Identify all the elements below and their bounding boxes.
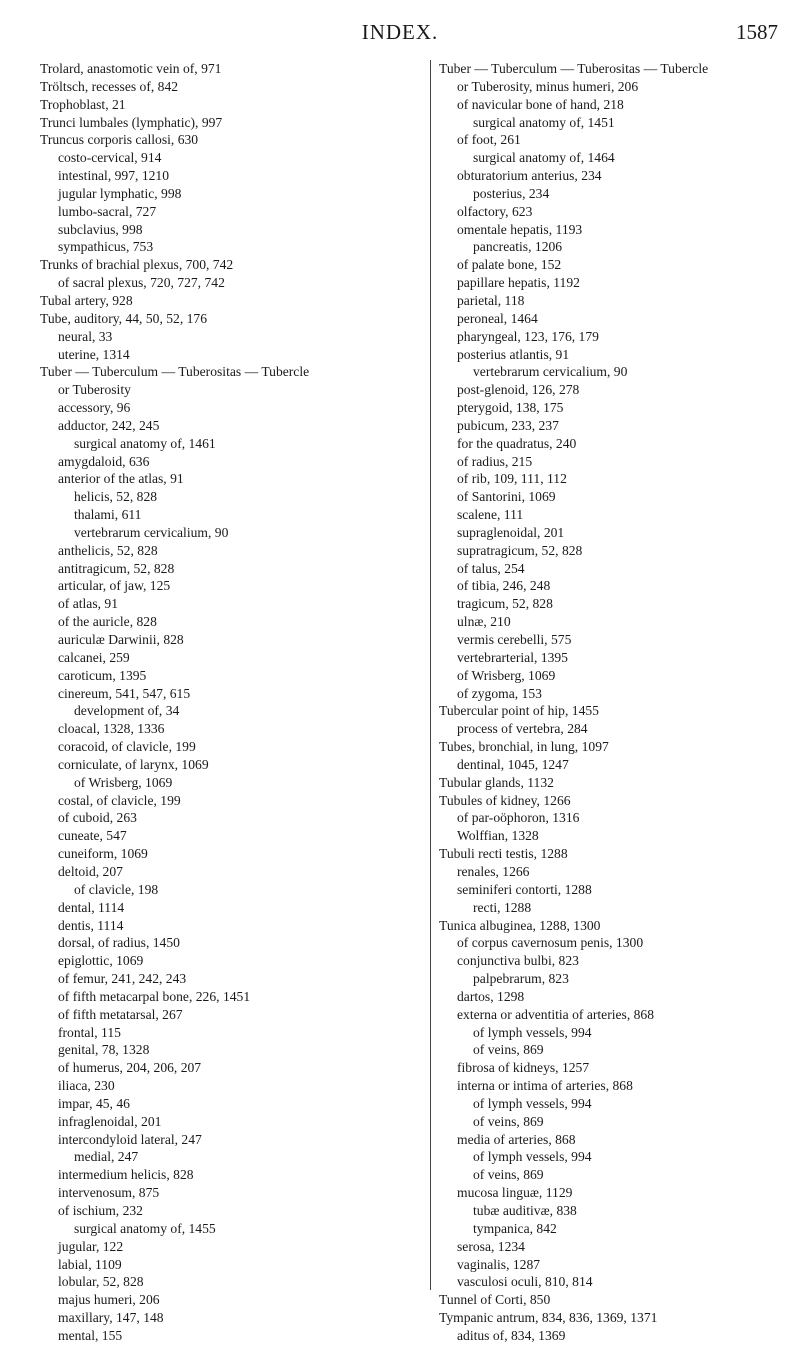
index-subentry: amygdaloid, 636: [58, 453, 150, 469]
index-subentry: cinereum, 541, 547, 615: [58, 685, 191, 701]
index-subentry: of corpus cavernosum penis, 1300: [457, 935, 644, 951]
index-subentry: of veins, 869: [473, 1167, 544, 1183]
index-entry: Tubal artery, 928: [40, 292, 133, 308]
index-subentry: supratragicum, 52, 828: [457, 542, 583, 558]
index-subentry: tragicum, 52, 828: [457, 596, 553, 612]
index-entry: Tuber — Tuberculum — Tuberositas — Tubercle: [40, 364, 310, 380]
index-subentry: for the quadratus, 240: [457, 435, 577, 451]
index-subentry: corniculate, of larynx, 1069: [58, 756, 209, 772]
index-subentry: of palate bone, 152: [457, 257, 562, 273]
index-subentry: peroneal, 1464: [457, 310, 538, 326]
index-subentry: intermedium helicis, 828: [58, 1167, 194, 1183]
index-subentry: seminiferi contorti, 1288: [457, 881, 592, 897]
index-subentry: media of arteries, 868: [457, 1131, 576, 1147]
index-subentry: maxillary, 147, 148: [58, 1310, 164, 1326]
index-subentry: posterius atlantis, 91: [457, 346, 570, 362]
index-subentry: process of vertebra, 284: [457, 721, 588, 737]
index-subentry: obturatorium anterius, 234: [457, 168, 602, 184]
index-subentry: of sacral plexus, 720, 727, 742: [58, 275, 225, 291]
index-subentry: of Santorini, 1069: [457, 489, 556, 505]
index-subentry: of foot, 261: [457, 132, 521, 148]
index-subentry: of fifth metacarpal bone, 226, 1451: [58, 988, 251, 1004]
index-entry: Tube, auditory, 44, 50, 52, 176: [40, 310, 208, 326]
index-entry: Tubular glands, 1132: [439, 774, 554, 790]
index-subentry: of humerus, 204, 206, 207: [58, 1060, 202, 1076]
index-subentry: conjunctiva bulbi, 823: [457, 953, 579, 969]
index-subentry: of Wrisberg, 1069: [457, 667, 556, 683]
index-subentry: impar, 45, 46: [58, 1095, 130, 1111]
index-entry: Trophoblast, 21: [40, 96, 126, 112]
index-subentry: vertebrarterial, 1395: [457, 649, 568, 665]
index-entry: Tubules of kidney, 1266: [439, 792, 571, 808]
index-subentry: infraglenoidal, 201: [58, 1113, 162, 1129]
index-subentry: vertebrarum cervicalium, 90: [473, 364, 628, 380]
index-subentry: jugular, 122: [58, 1238, 124, 1254]
index-subentry: interna or intima of arteries, 868: [457, 1078, 633, 1094]
index-entry: Tubuli recti testis, 1288: [439, 846, 568, 862]
index-subentry: olfactory, 623: [457, 203, 533, 219]
index-entry: Tröltsch, recesses of, 842: [40, 78, 179, 94]
index-subentry: surgical anatomy of, 1461: [74, 435, 216, 451]
index-subentry: papillare hepatis, 1192: [457, 275, 580, 291]
index-subentry: or Tuberosity, minus humeri, 206: [457, 78, 639, 94]
index-subentry: of lymph vessels, 994: [473, 1024, 592, 1040]
index-subentry: Wolffian, 1328: [457, 828, 539, 844]
index-subentry: lobular, 52, 828: [58, 1274, 144, 1290]
index-subentry: dartos, 1298: [457, 988, 525, 1004]
index-subentry: externa or adventitia of arteries, 868: [457, 1006, 655, 1022]
index-subentry: of lymph vessels, 994: [473, 1095, 592, 1111]
index-subentry: sympathicus, 753: [58, 239, 154, 255]
index-subentry: of rib, 109, 111, 112: [457, 471, 567, 487]
index-subentry: serosa, 1234: [457, 1238, 525, 1254]
index-subentry: majus humeri, 206: [58, 1292, 160, 1308]
page-title: INDEX.: [361, 20, 439, 44]
index-subentry: tympanica, 842: [473, 1220, 557, 1236]
index-entry: Tunnel of Corti, 850: [439, 1292, 551, 1308]
index-subentry: of tibia, 246, 248: [457, 578, 551, 594]
page-header: [0, 18, 800, 48]
index-subentry: medial, 247: [74, 1149, 139, 1165]
index-subentry: calcanei, 259: [58, 649, 130, 665]
index-column-left: [40, 60, 400, 1345]
index-subentry: intervenosum, 875: [58, 1185, 160, 1201]
index-subentry: of radius, 215: [457, 453, 533, 469]
index-entry: Tympanic antrum, 834, 836, 1369, 1371: [439, 1310, 658, 1326]
index-subentry: surgical anatomy of, 1464: [473, 150, 615, 166]
index-subentry: surgical anatomy of, 1451: [473, 114, 615, 130]
index-subentry: vermis cerebelli, 575: [457, 632, 572, 647]
index-subentry: adductor, 242, 245: [58, 417, 160, 433]
index-subentry: mucosa linguæ, 1129: [457, 1185, 573, 1201]
index-entry: Tubes, bronchial, in lung, 1097: [439, 739, 609, 755]
index-subentry: of atlas, 91: [58, 596, 119, 612]
index-subentry: of veins, 869: [473, 1042, 544, 1058]
index-subentry: of ischium, 232: [58, 1203, 143, 1218]
index-subentry: mental, 155: [58, 1327, 123, 1343]
index-subentry: dental, 1114: [58, 899, 125, 915]
index-subentry: of Wrisberg, 1069: [74, 774, 173, 790]
index-subentry: vertebrarum cervicalium, 90: [74, 524, 229, 540]
index-subentry: caroticum, 1395: [58, 667, 147, 683]
index-subentry: of talus, 254: [457, 560, 525, 576]
index-subentry: subclavius, 998: [58, 221, 143, 237]
index-subentry: epiglottic, 1069: [58, 953, 144, 969]
index-subentry: thalami, 611: [74, 507, 142, 523]
index-entry: Tubercular point of hip, 1455: [439, 703, 599, 719]
index-entry: Trunks of brachial plexus, 700, 742: [40, 257, 234, 273]
index-subentry: scalene, 111: [457, 507, 524, 523]
index-subentry: pharyngeal, 123, 176, 179: [457, 328, 599, 344]
index-subentry: omentale hepatis, 1193: [457, 221, 583, 237]
index-subentry: pancreatis, 1206: [473, 239, 563, 255]
index-subentry: post-glenoid, 126, 278: [457, 382, 580, 398]
index-subentry: vaginalis, 1287: [457, 1256, 541, 1272]
index-subentry: pubicum, 233, 237: [457, 417, 559, 433]
index-subentry: anthelicis, 52, 828: [58, 542, 158, 558]
index-column-right: [430, 60, 799, 1343]
index-subentry: cloacal, 1328, 1336: [58, 721, 165, 737]
index-subentry: auriculæ Darwinii, 828: [58, 632, 184, 647]
index-subentry: of navicular bone of hand, 218: [457, 96, 624, 112]
index-subentry: antitragicum, 52, 828: [58, 560, 175, 576]
index-subentry: anterior of the atlas, 91: [58, 471, 184, 487]
index-subentry: iliaca, 230: [58, 1078, 115, 1094]
index-subentry: articular, of jaw, 125: [58, 578, 171, 594]
index-subentry: of par-oöphoron, 1316: [457, 810, 580, 826]
index-subentry: intercondyloid lateral, 247: [58, 1131, 202, 1147]
index-subentry: parietal, 118: [457, 292, 525, 308]
index-subentry: palpebrarum, 823: [473, 971, 569, 987]
index-subentry: surgical anatomy of, 1455: [74, 1220, 216, 1236]
index-subentry: uterine, 1314: [58, 346, 130, 362]
index-subentry: of zygoma, 153: [457, 685, 542, 701]
page-number: 1587: [736, 20, 778, 44]
index-subentry: deltoid, 207: [58, 863, 123, 879]
index-subentry: fibrosa of kidneys, 1257: [457, 1060, 590, 1076]
index-subentry: frontal, 115: [58, 1024, 121, 1040]
index-subentry: jugular lymphatic, 998: [58, 185, 182, 201]
index-subentry: costal, of clavicle, 199: [58, 792, 181, 808]
index-subentry: renales, 1266: [457, 863, 530, 879]
index-subentry: pterygoid, 138, 175: [457, 400, 564, 416]
index-subentry: recti, 1288: [473, 899, 532, 915]
index-subentry: aditus of, 834, 1369: [457, 1327, 566, 1343]
index-subentry: of veins, 869: [473, 1113, 544, 1129]
index-subentry: neural, 33: [58, 328, 113, 344]
index-subentry: of fifth metatarsal, 267: [58, 1006, 183, 1022]
index-subentry: costo-cervical, 914: [58, 150, 162, 166]
index-entry: Trunci lumbales (lymphatic), 997: [40, 114, 223, 130]
index-subentry: posterius, 234: [473, 185, 550, 201]
index-subentry: lumbo-sacral, 727: [58, 203, 157, 219]
index-subentry: development of, 34: [74, 703, 180, 719]
index-subentry: of cuboid, 263: [58, 810, 137, 826]
index-subentry: dentinal, 1045, 1247: [457, 756, 569, 772]
index-subentry: supraglenoidal, 201: [457, 524, 565, 540]
index-entry: Tuber — Tuberculum — Tuberositas — Tubercle: [439, 61, 709, 76]
index-subentry: of clavicle, 198: [74, 881, 159, 897]
index-subentry: of lymph vessels, 994: [473, 1149, 592, 1165]
index-entry: Trolard, anastomotic vein of, 971: [40, 61, 222, 76]
index-subentry: tubæ auditivæ, 838: [473, 1203, 577, 1218]
index-entry: Truncus corporis callosi, 630: [40, 132, 199, 148]
index-subentry: of femur, 241, 242, 243: [58, 971, 187, 987]
index-subentry: intestinal, 997, 1210: [58, 168, 170, 184]
index-subentry: cuneate, 547: [58, 828, 127, 844]
index-subentry: helicis, 52, 828: [74, 489, 158, 505]
index-subentry: ulnæ, 210: [457, 614, 511, 630]
index-subentry: of the auricle, 828: [58, 614, 157, 630]
index-subentry: vasculosi oculi, 810, 814: [457, 1274, 593, 1290]
index-subentry: or Tuberosity: [58, 382, 131, 398]
index-subentry: coracoid, of clavicle, 199: [58, 739, 196, 755]
index-entry: Tunica albuginea, 1288, 1300: [439, 917, 601, 933]
index-subentry: cuneiform, 1069: [58, 846, 148, 862]
index-subentry: labial, 1109: [58, 1256, 122, 1272]
index-subentry: accessory, 96: [58, 400, 131, 416]
index-subentry: dorsal, of radius, 1450: [58, 935, 180, 951]
index-subentry: genital, 78, 1328: [58, 1042, 150, 1058]
index-subentry: dentis, 1114: [58, 917, 124, 933]
